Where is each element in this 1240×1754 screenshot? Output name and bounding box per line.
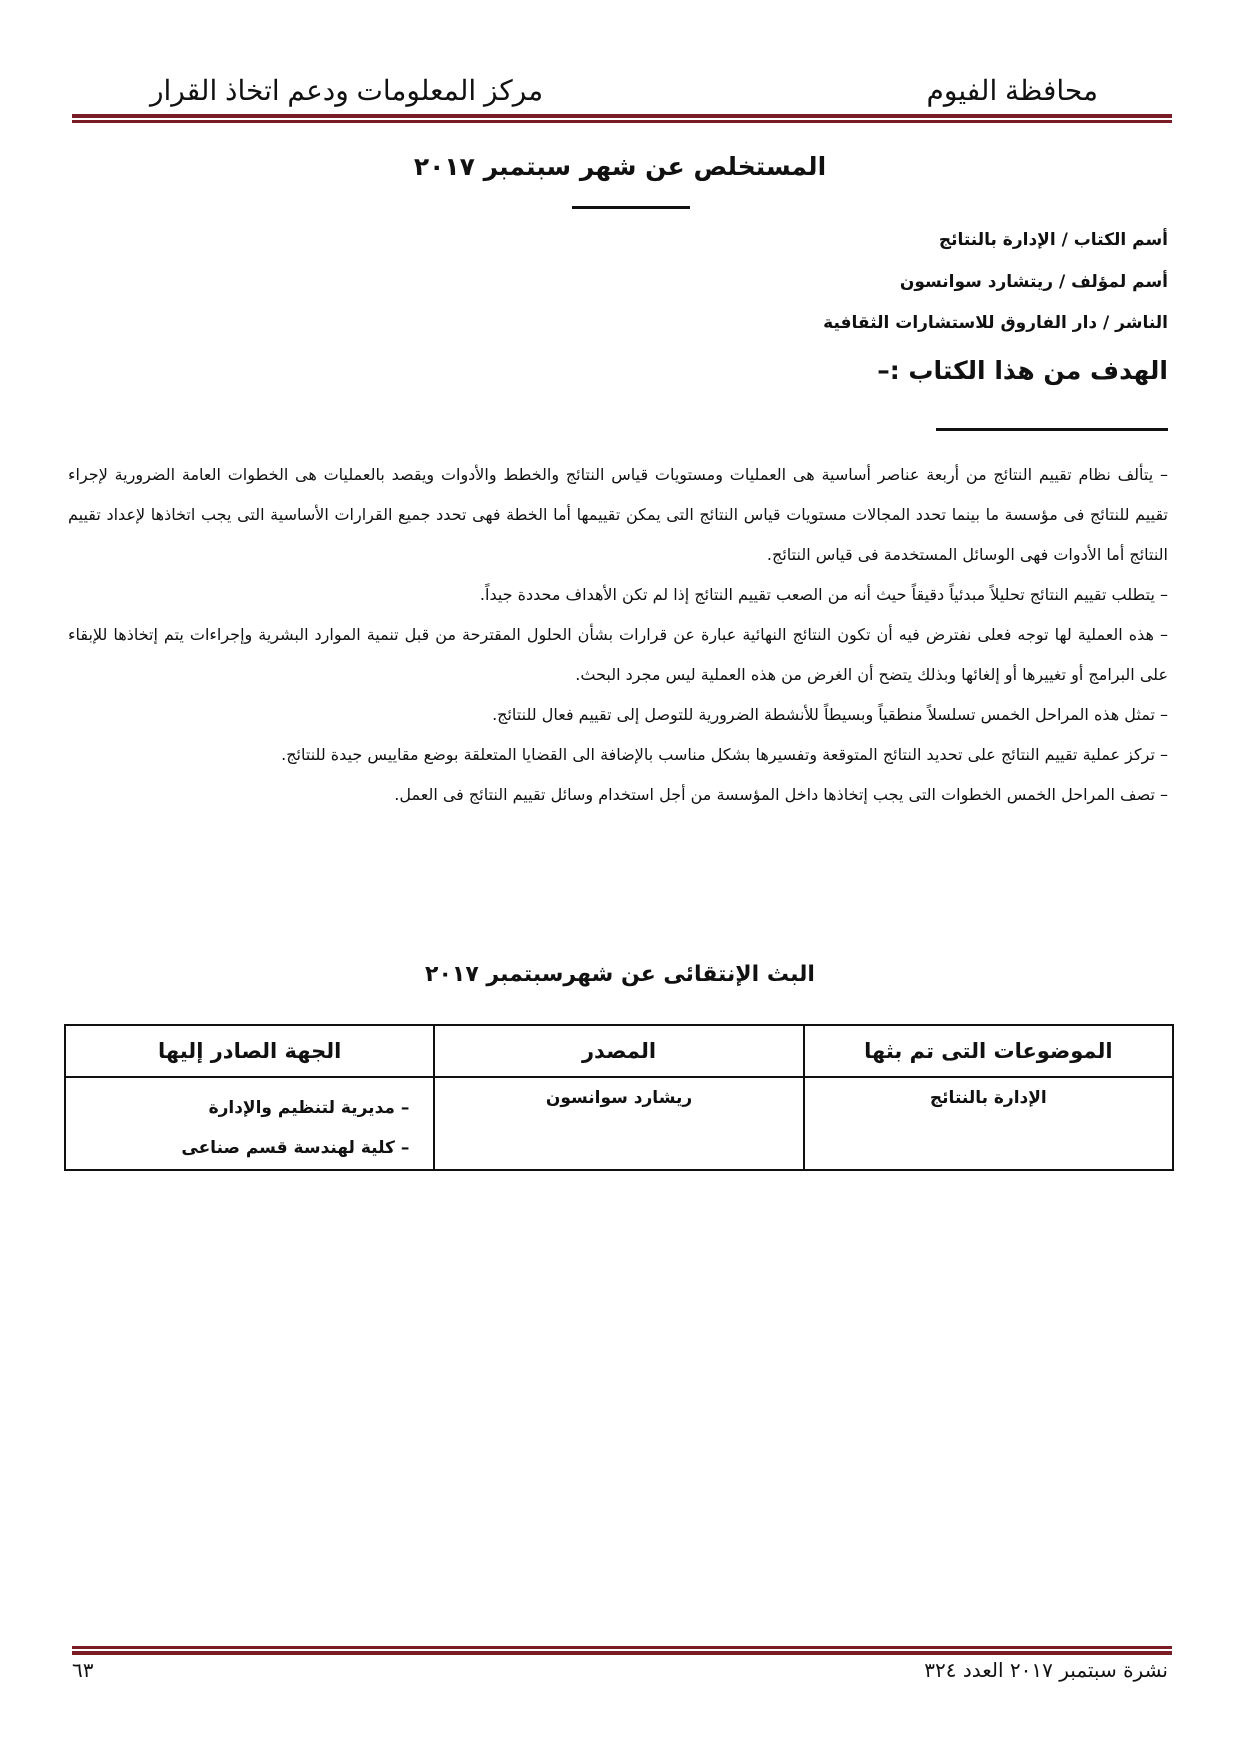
paragraph: – تصف المراحل الخمس الخطوات التى يجب إتخاذها داخل المؤسسة من أجل استخدام وسائل تقييم النتائج فى العمل. <box>394 785 1168 804</box>
summary-body <box>68 455 1168 815</box>
page-number: ٦٣ <box>72 1658 94 1682</box>
footer-rule <box>72 1646 1172 1655</box>
table-row <box>65 1077 1173 1170</box>
paragraph: – تركز عملية تقييم النتائج على تحديد النتائج المتوقعة وتفسيرها بشكل مناسب بالإضافة الى القضايا المتعلقة بوضع مقاييس جيدة للنتائج. <box>281 745 1168 764</box>
col-header-source: المصدر <box>434 1025 803 1077</box>
footer-issue: نشرة سبتمبر ٢٠١٧ العدد ٣٢٤ <box>924 1658 1168 1682</box>
book-publisher: الناشر / دار الفاروق للاستشارات الثقافية <box>823 313 1168 333</box>
paragraph: – يتألف نظام تقييم النتائج من أربعة عناصر أساسية هى العمليات ومستويات قياس النتائج والخطط والأدوات ويقصد بالعمليات هى الخطوات العامة الضرورية لإجراء تقييم للنتائج فى مؤسسة ما بينما تحدد المجالات مستويات قياس النتائج التى يمكن تقييمها أما الخطة فهى تحدد جميع القرارات الأساسية التى يجب اتخاذها لإعداد تقييم النتائج أما الأدوات فهى الوسائل المستخدمة فى قياس النتائج. <box>68 465 1168 564</box>
col-header-topics: الموضوعات التى تم بثها <box>804 1025 1173 1077</box>
recipient-item: – كلية لهندسة قسم صناعى <box>181 1138 410 1158</box>
table-header-row <box>65 1025 1173 1077</box>
broadcast-table <box>64 1024 1174 1171</box>
book-author: أسم لمؤلف / ريتشارد سوانسون <box>899 272 1168 292</box>
header-center: مركز المعلومات ودعم اتخاذ القرار <box>150 75 544 106</box>
recipient-item: – مديرية لتنظيم والإدارة <box>208 1098 410 1118</box>
header-rule <box>72 114 1172 123</box>
cell-recipients <box>65 1077 434 1170</box>
paragraph: – تمثل هذه المراحل الخمس تسلسلاً منطقياً وبسيطاً للأنشطة الضرورية للتوصل إلى تقييم فعال للنتائج. <box>492 705 1168 724</box>
cell-source: ريشارد سوانسون <box>434 1077 803 1170</box>
page-title: المستخلص عن شهر سبتمبر ٢٠١٧ <box>413 152 827 181</box>
title-underline <box>572 206 690 209</box>
paragraph: – هذه العملية لها توجه فعلى نفترض فيه أن تكون النتائج النهائية عبارة عن قرارات بشأن الحلول المقترحة من قبل تنمية الموارد البشرية وإجراءات يتم إتخاذها للإبقاء على البرامج أو تغييرها أو إلغائها وبذلك يتضح أن الغرض من هذه العملية ليس مجرد البحث. <box>68 625 1168 684</box>
goal-underline <box>936 428 1168 431</box>
book-name: أسم الكتاب / الإدارة بالنتائج <box>938 230 1168 250</box>
col-header-recipients: الجهة الصادر إليها <box>65 1025 434 1077</box>
goal-heading: الهدف من هذا الكتاب :– <box>877 356 1168 385</box>
broadcast-title: البث الإنتقائى عن شهرسبتمبر ٢٠١٧ <box>425 962 815 987</box>
header-governorate: محافظة الفيوم <box>926 75 1098 106</box>
cell-topic: الإدارة بالنتائج <box>804 1077 1173 1170</box>
paragraph: – يتطلب تقييم النتائج تحليلاً مبدئياً دقيقاً حيث أنه من الصعب تقييم النتائج إذا لم تكن الأهداف محددة جيداً. <box>479 585 1168 604</box>
